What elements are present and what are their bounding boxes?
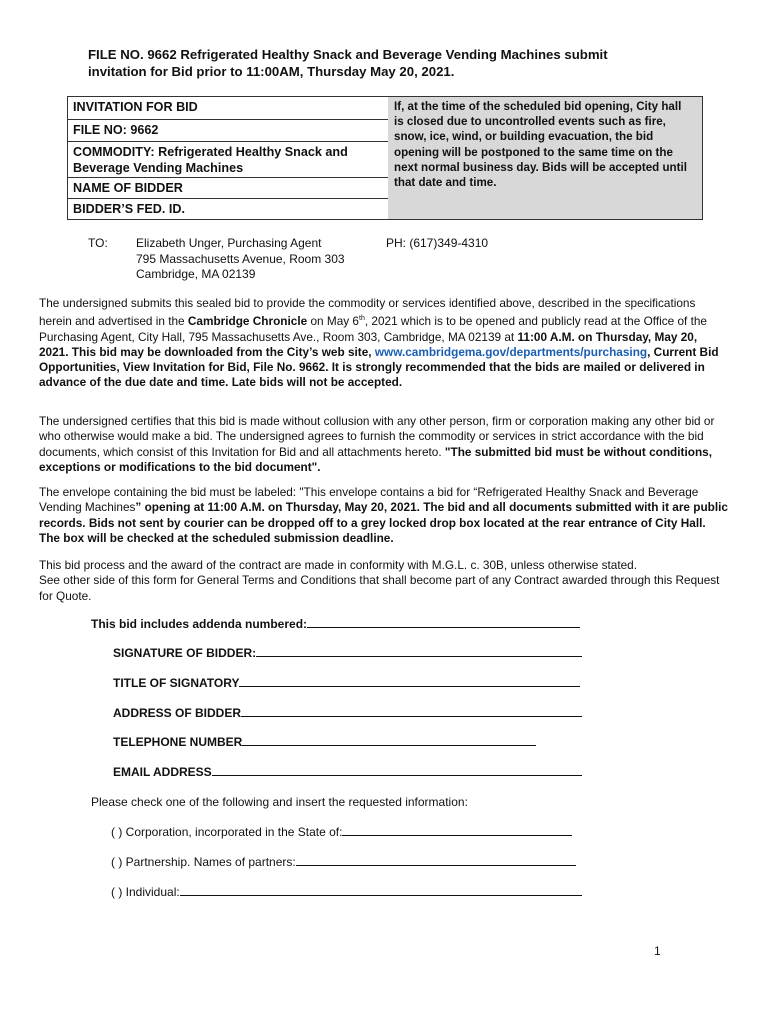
email-row [113,764,582,779]
file-no-label: FILE NO: 9662 [68,120,388,142]
p1-text-2: on May 6 [307,314,359,329]
addenda-row [91,616,580,631]
p3-bold-1: ” opening at 11:00 A.M. on Thursday, May 20, 2021. The bid and all documents submitted with it are public records. Bids not sent by courier can be dropped off to a grey locked drop box located at the rear entrance of City Hall. The box will be checked at the scheduled submission deadline. [39,500,728,545]
address-label: ADDRESS OF BIDDER [113,706,242,720]
p1-bold-2: , Current Bid Opportunities, View Invitation for Bid, File No. 9662. It is strongly recommended that the bids are mailed or delivered in advance of the due date and time. Late bids will not be accepted. [39,344,719,390]
telephone-row [113,734,536,749]
envelope-paragraph [39,485,729,546]
title-label: TITLE OF SIGNATORY [113,676,240,690]
telephone-input-line[interactable] [242,734,536,746]
signature-row [113,645,582,660]
submission-paragraph [39,296,729,391]
address-input-line[interactable] [241,705,582,717]
individual-option[interactable]: ( ) Individual: [111,885,180,899]
p4-line-2: See other side of this form for General Terms and Conditions that shall become part of any Contract awarded through this Request for Quote. [39,573,720,603]
date-superscript: th [359,315,365,323]
commodity-label: COMMODITY: Refrigerated Healthy Snack and Beverage Vending Machines [68,142,388,178]
recipient-address [136,236,345,283]
closure-notice: If, at the time of the scheduled bid opening, City hall is closed due to uncontrolled events such as fire, snow, ice, wind, or building evacuation, the bid opening will be postponed to the same time on the next normal business day. Bids will be accepted until that date and time. [388,97,702,219]
p1-bold-1: 11:00 A.M. on Thursday, May 20, 2021. This bid may be downloaded from the City’s web site, [39,329,698,359]
corporation-row [111,824,572,839]
document-title [88,46,688,80]
addenda-label: This bid includes addenda numbered: [91,617,308,631]
newspaper-name: Cambridge Chronicle [187,314,308,329]
individual-line[interactable] [180,884,582,896]
email-label: EMAIL ADDRESS [113,765,212,779]
bid-info-left-column [68,97,389,219]
title-input-line[interactable] [239,675,580,687]
partners-names-line[interactable] [296,854,576,866]
bidder-fed-id-field[interactable]: BIDDER’S FED. ID. [73,202,185,216]
to-label: TO: [88,236,108,250]
p1-text-1: The undersigned submits this sealed bid to provide the commodity or services identified above, described in the specifications herein and advertised in the [39,296,696,329]
telephone-label: TELEPHONE NUMBER [113,735,243,749]
p1-text-3: , 2021 which is to be opened and publicly read at the Office of the Purchasing Agent, City Hall, 795 Massachusetts Ave., Room 303, Cambridge, MA 02139 at [39,314,707,344]
conformity-paragraph [39,558,729,604]
signature-label: SIGNATURE OF BIDDER: [113,646,257,660]
partnership-row [111,854,576,869]
bidder-name-field[interactable]: NAME OF BIDDER [68,178,388,199]
p4-line-1: This bid process and the award of the contract are made in conformity with M.G.L. c. 30B, unless otherwise stated. [39,558,637,572]
corporation-state-line[interactable] [342,824,572,836]
page-number: 1 [654,944,661,958]
signature-input-line[interactable] [256,645,582,657]
corporation-option[interactable]: ( ) Corporation, incorporated in the State of: [111,825,343,839]
purchasing-website-link[interactable]: www.cambridgema.gov/departments/purchasing [374,344,648,359]
title-line-2: invitation for Bid prior to 11:00AM, Thursday May 20, 2021. [88,64,455,79]
addenda-input-line[interactable] [307,616,580,628]
recipient-street: 795 Massachusetts Avenue, Room 303 [136,251,345,266]
p2-bold-1: "The submitted bid must be without conditions, exceptions or modifications to the bid document". [39,444,712,474]
recipient-phone: PH: (617)349-4310 [386,236,489,250]
certification-paragraph [39,414,729,475]
p2-text-1: The undersigned certifies that this bid is made without collusion with any other person, firm or corporation making any other bid or who otherwise would make a bid. The undersigned agrees to furnish the commodity or services in strict accordance with the bid documents, which consist of this Invitation for Bid and all attachments hereto. [39,414,715,459]
recipient-name: Elizabeth Unger, Purchasing Agent [136,236,322,250]
individual-row [111,884,582,899]
recipient-city: Cambridge, MA 02139 [136,267,256,281]
title-row [113,675,580,690]
check-prompt: Please check one of the following and insert the requested information: [91,795,468,809]
partnership-option[interactable]: ( ) Partnership. Names of partners: [111,855,296,869]
title-line-1: FILE NO. 9662 Refrigerated Healthy Snack and Beverage Vending Machines submit [88,47,608,62]
p3-text-1: The envelope containing the bid must be labeled: "This envelope contains a bid for “Refrigerated Healthy Snack and Beverage Vending Machines [39,485,699,515]
address-row [113,705,582,720]
bid-info-box [67,96,703,220]
email-input-line[interactable] [212,764,582,776]
invitation-label: INVITATION FOR BID [68,97,388,120]
